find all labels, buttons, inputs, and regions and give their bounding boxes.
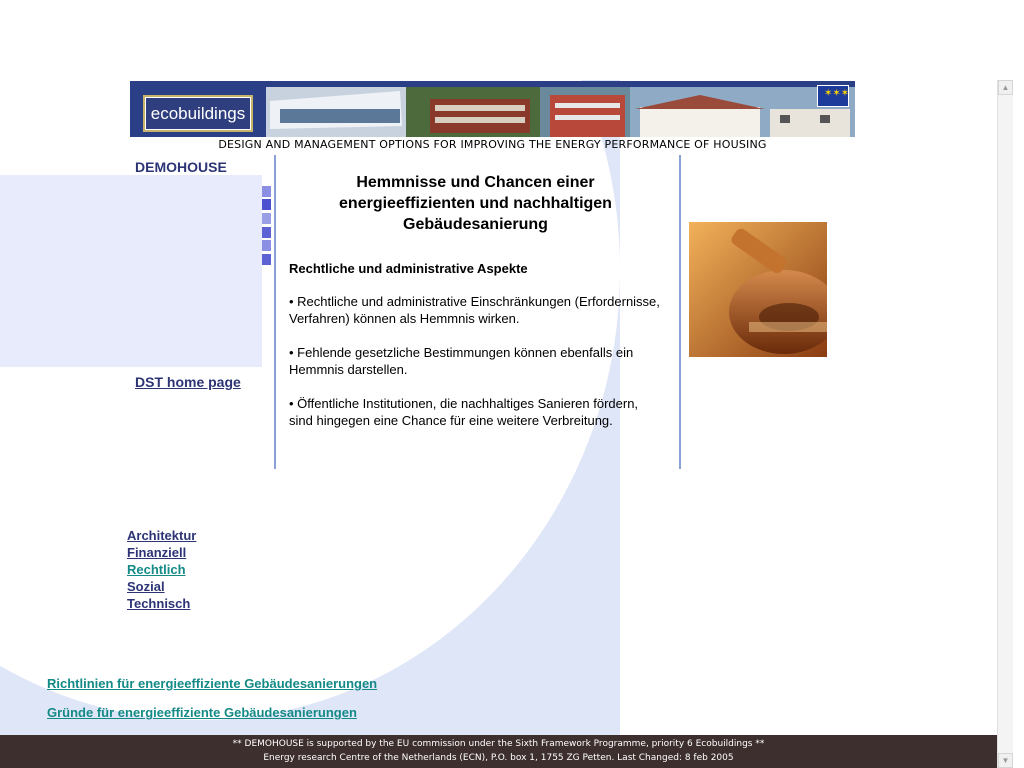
decor-square [262,199,271,210]
gavel-photo [689,222,827,357]
ecobuildings-logo[interactable]: ecobuildings [145,97,251,130]
decor-square [262,186,271,197]
guidelines-link[interactable]: Richtlinien für energieeffiziente Gebäudesanierungen [47,676,378,691]
gavel-image [689,222,827,357]
footer-line-2: Energy research Centre of the Netherlands (ECN), P.O. box 1, 1755 ZG Petten. Last Changed: 8 feb 2005 [263,753,734,763]
header-subtitle: DESIGN AND MANAGEMENT OPTIONS FOR IMPROVING THE ENERGY PERFORMANCE OF HOUSING [218,138,767,151]
paragraph-2: • Fehlende gesetzliche Bestimmungen können ebenfalls ein Hemmnis darstellen. [289,345,634,377]
brand-title: DEMOHOUSE [135,159,227,175]
nav-link-sozial[interactable]: Sozial [127,579,165,594]
reasons-link[interactable]: Gründe für energieeffiziente Gebäudesanierungen [47,705,357,720]
background-right [620,80,997,735]
section-heading: Rechtliche und administrative Aspekte [289,261,528,276]
scroll-down-icon[interactable]: ▼ [998,753,1013,768]
left-divider [274,155,276,469]
right-divider [679,155,681,469]
nav-link-architektur[interactable]: Architektur [127,528,197,543]
eu-flag-icon: ✶✶✶ [817,85,849,107]
nav-link-technisch[interactable]: Technisch [127,596,191,611]
paragraph-1: • Rechtliche und administrative Einschränkungen (Erfordernisse, Verfahren) können als Hemmnis wirken. [289,294,660,326]
nav-link-finanziell[interactable]: Finanziell [127,545,187,560]
footer-line-1: ** DEMOHOUSE is supported by the EU commission under the Sixth Framework Programme, priority 6 Ecobuildings ** [232,739,765,749]
decor-square [262,254,271,265]
footer [0,735,997,768]
scroll-up-icon[interactable]: ▲ [998,80,1013,95]
decor-square [262,240,271,251]
vertical-scrollbar[interactable] [997,80,1013,768]
decor-square [262,227,271,238]
decor-square [262,213,271,224]
dst-home-link[interactable]: DST home page [135,374,241,390]
nav-link-rechtlich[interactable]: Rechtlich [127,562,186,577]
topic-nav [127,527,196,612]
sidebar-panel [0,175,262,367]
page-title: Hemmnisse und Chancen einer energieeffizienten und nachhaltigen Gebäudesanierung [339,174,612,233]
paragraph-3: • Öffentliche Institutionen, die nachhaltiges Sanieren fördern, sind hingegen eine Chance für eine weitere Verbreitung. [289,396,639,428]
